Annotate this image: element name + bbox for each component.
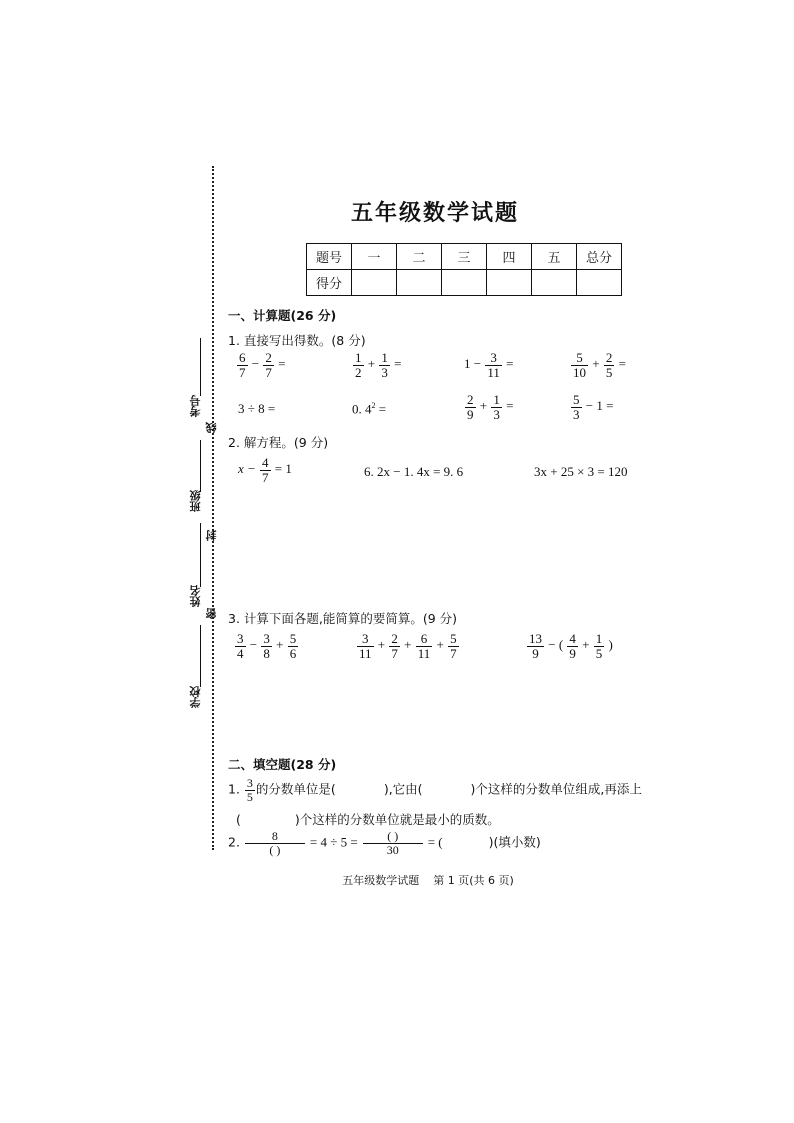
score-row-label: 得分 bbox=[307, 270, 352, 296]
school-label: 学校 bbox=[189, 686, 202, 708]
score-header-cell: 二 bbox=[397, 244, 442, 270]
score-header-cell: 一 bbox=[352, 244, 397, 270]
equation-3: 3x + 25 × 3 = 120 bbox=[534, 464, 628, 479]
fill-q2: 2. $\frac{8}{( )}$ = 4 ÷ 5 = $\frac{( )}{30}$ = ( )(填小数) bbox=[228, 829, 541, 857]
fill-q1-line1: 1. $\frac{3}{5}$ 的分数单位是( ),它由( )个这样的分数单位组成,再添上 bbox=[228, 776, 642, 804]
fill-q1-line2: ( )个这样的分数单位就是最小的质数。 bbox=[236, 812, 500, 827]
score-table-score-row bbox=[307, 270, 622, 296]
name-field[interactable] bbox=[200, 523, 201, 587]
q1-item-1: $\frac{6}{7}$ − $\frac{2}{7}$ = bbox=[239, 350, 286, 380]
score-cell[interactable] bbox=[532, 270, 577, 296]
q1-item-8: $\frac{5}{3}$ − 1 = bbox=[573, 392, 614, 422]
page-footer: 五年级数学试题 第 1 页(共 6 页) bbox=[342, 874, 514, 887]
page-title: 五年级数学试题 bbox=[350, 201, 519, 226]
q1-item-6: 0. $4^2$ = bbox=[352, 401, 387, 417]
q2-label: 2. 解方程。(9 分) bbox=[228, 435, 329, 450]
seal-secret-char: 密 bbox=[205, 608, 218, 619]
score-header-cell: 题号 bbox=[307, 244, 352, 270]
q3-label: 3. 计算下面各题,能简算的要简算。(9 分) bbox=[228, 611, 458, 626]
score-header-cell: 总分 bbox=[577, 244, 622, 270]
name-label: 姓名 bbox=[189, 585, 202, 607]
section2-heading: 二、填空题(28 分) bbox=[228, 757, 337, 772]
score-cell[interactable] bbox=[442, 270, 487, 296]
q3-expression-3: $\frac{13}{9}$ − ( $\frac{4}{9}$ + $\frac{1}{5}$ ) bbox=[529, 631, 613, 661]
exam-no-label: 考号 bbox=[189, 395, 202, 417]
score-header-cell: 三 bbox=[442, 244, 487, 270]
score-table bbox=[306, 243, 622, 296]
seal-seal-char: 封 bbox=[205, 530, 218, 541]
score-table-header-row bbox=[307, 244, 622, 270]
q1-item-4: $\frac{5}{10}$ + $\frac{2}{5}$ = bbox=[573, 350, 626, 380]
equation-2: 6. 2x − 1. 4x = 9. 6 bbox=[364, 464, 464, 479]
q1-label: 1. 直接写出得数。(8 分) bbox=[228, 333, 366, 348]
score-cell[interactable] bbox=[397, 270, 442, 296]
q1-item-7: $\frac{2}{9}$ + $\frac{1}{3}$ = bbox=[467, 392, 514, 422]
exam-no-field[interactable] bbox=[200, 338, 201, 396]
q1-item-5: 3 ÷ 8 = bbox=[238, 401, 276, 416]
class-field[interactable] bbox=[200, 440, 201, 492]
school-field[interactable] bbox=[200, 625, 201, 687]
equation-1: x − $\frac{4}{7}$ = 1 bbox=[238, 455, 292, 485]
q1-item-3: 1 − $\frac{3}{11}$ = bbox=[464, 350, 514, 380]
binding-dotted-line bbox=[212, 166, 214, 850]
q1-item-2: $\frac{1}{2}$ + $\frac{1}{3}$ = bbox=[355, 350, 402, 380]
score-cell[interactable] bbox=[352, 270, 397, 296]
class-label: 班级 bbox=[189, 490, 202, 512]
section1-heading: 一、计算题(26 分) bbox=[228, 308, 337, 323]
score-header-cell: 四 bbox=[487, 244, 532, 270]
score-cell[interactable] bbox=[487, 270, 532, 296]
score-cell[interactable] bbox=[577, 270, 622, 296]
q3-expression-2: $\frac{3}{11}$ + $\frac{2}{7}$ + $\frac{6}{11}$ + $\frac{5}{7}$ bbox=[359, 631, 457, 661]
q3-expression-1: $\frac{3}{4}$ − $\frac{3}{8}$ + $\frac{5}{6}$ bbox=[237, 631, 297, 661]
seal-line-char: 线 bbox=[205, 422, 218, 433]
score-header-cell: 五 bbox=[532, 244, 577, 270]
